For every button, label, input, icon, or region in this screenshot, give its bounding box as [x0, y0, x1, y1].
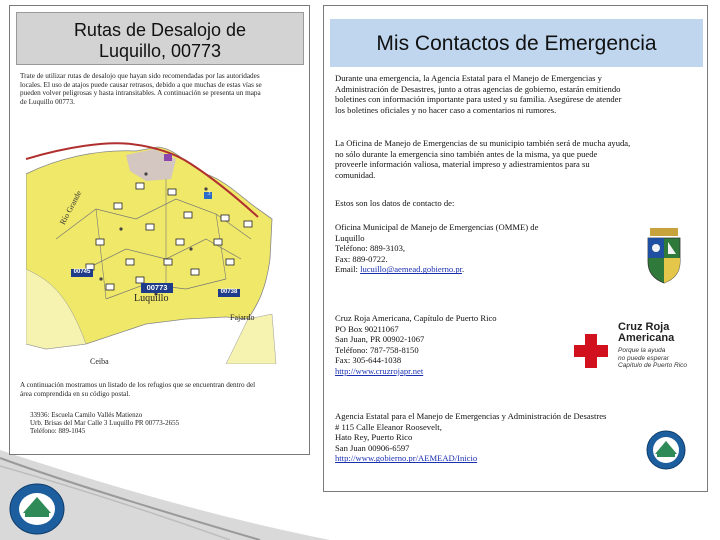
town-label: Luquillo — [134, 293, 169, 304]
tagline-2: no puede esperar — [618, 354, 669, 362]
omme-fax: Fax: 889-0722. — [335, 253, 388, 264]
paragraph-line: comunidad. — [335, 169, 376, 180]
shelter-phone: Teléfono: 889-1045 — [30, 427, 86, 436]
contacts-intro: Estos son los datos de contacto de: — [335, 198, 455, 208]
email-label: Email: — [335, 264, 361, 275]
intro-line: pueden volver peligrosas y hasta intransitables. A continuación se presenta un mapa — [20, 89, 261, 98]
red-cross-contact — [335, 313, 497, 377]
red-cross-website-link[interactable]: http://www.cruzrojapr.net — [335, 365, 424, 376]
zip-label-west: 00745 — [73, 269, 91, 275]
zip-label-east: 00738 — [220, 289, 238, 295]
shelter-entry — [30, 411, 179, 436]
red-cross-tagline — [618, 347, 687, 370]
red-cross-logo-line1: Cruz Roja — [618, 321, 670, 333]
aemead-street: # 115 Calle Eleanor Roosevelt, — [335, 421, 442, 432]
ceiba-label: Ceiba — [90, 357, 109, 366]
intro-line: de Luquillo 00773. — [20, 97, 75, 106]
red-cross-logo — [574, 322, 699, 380]
evacuation-title-line1: Rutas de Desalojo de — [73, 20, 247, 40]
aemead-seal-logo — [646, 430, 686, 470]
omme-phone: Teléfono: 889-3103, — [335, 243, 406, 254]
red-cross-city: San Juan, PR 00902-1067 — [335, 334, 425, 345]
paragraph-line: Administración de Desastres, junto a otras agencias de gobierno, estarán emitiendo — [335, 83, 621, 94]
emergency-contacts-page — [323, 5, 708, 492]
red-cross-logo-line2: Americana — [618, 332, 675, 344]
evacuation-title-box — [16, 12, 304, 65]
municipal-office-paragraph — [335, 138, 697, 180]
map-graphic — [26, 119, 284, 364]
aemead-website-link[interactable]: http://www.gobierno.pr/AEMEAD/Inicio — [335, 453, 478, 464]
omme-name: Oficina Municipal de Manejo de Emergencias (OMME) de — [335, 222, 539, 232]
red-cross-name: Cruz Roja Americana, Capítulo de Puerto Rico — [335, 313, 497, 323]
bulletins-paragraph — [335, 73, 697, 115]
footer-seal-logo — [8, 482, 66, 536]
paragraph-line: los boletines oficiales y no hacer caso a comentarios ni rumores. — [335, 104, 557, 115]
intro-line: Trate de utilizar rutas de desalojo que hayan sido recomendadas por las autoridades — [20, 72, 260, 80]
river-label: Río Grande — [58, 189, 84, 227]
omme-email-link[interactable]: lucuillo@aemead.gobierno.pr — [360, 264, 462, 275]
red-cross-pobox: PO Box 90211067 — [335, 323, 399, 334]
evacuation-intro — [20, 72, 304, 106]
shelter-intro — [20, 381, 304, 398]
zip-label-main: 00773 — [146, 283, 168, 292]
red-cross-icon — [574, 334, 608, 368]
luquillo-coat-of-arms — [644, 228, 684, 284]
shelter-address: Urb. Brisas del Mar Calle 3 Luquillo PR 00773-2655 — [30, 419, 180, 428]
contacts-title: Mis Contactos de Emergencia — [376, 32, 657, 55]
omme-email-line — [335, 264, 538, 275]
road-number: 3 — [207, 191, 211, 197]
email-end: . — [462, 264, 465, 275]
tagline-1: Porque la ayuda — [618, 347, 666, 354]
paragraph-line: proveerle información valiosa, material impreso y adiestramientos para su — [335, 159, 590, 170]
paragraph-line: no sólo durante la emergencia sino también antes de la misma, ya que puede — [335, 148, 598, 159]
contacts-title-box — [330, 19, 703, 67]
evacuation-title-line2: Luquillo, 00773 — [98, 41, 222, 61]
omme-contact — [335, 222, 538, 275]
evacuation-routes-page — [9, 5, 310, 455]
red-cross-phone: Teléfono: 787-758-8150 — [335, 344, 419, 355]
shelter-intro-line: A continuación mostramos un listado de los refugios que se encuentran dentro del — [20, 381, 256, 389]
omme-town: Luquillo — [335, 232, 365, 243]
fajardo-label: Fajardo — [230, 313, 255, 322]
aemead-name: Agencia Estatal para el Manejo de Emergencias y Administración de Desastres — [335, 411, 607, 421]
paragraph-line: boletines con información importante para usted y su familia. Asegúrese de atender — [335, 94, 622, 105]
intro-line: locales. El uso de atajos puede causar retrasos, debido a que muchas de estas vías se — [20, 80, 262, 89]
shelter-name: 33936: Escuela Camilo Vallés Matienzo — [30, 411, 143, 419]
red-cross-fax: Fax: 305-644-1038 — [335, 355, 402, 366]
aemead-zip: San Juan 00906-6597 — [335, 442, 410, 453]
luquillo-map — [26, 119, 284, 364]
shelter-intro-line: área comprendida en su código postal. — [20, 389, 131, 398]
tagline-3: Capítulo de Puerto Rico — [618, 362, 688, 369]
aemead-city: Hato Rey, Puerto Rico — [335, 432, 413, 443]
paragraph-line: La Oficina de Manejo de Emergencias de su municipio también será de mucha ayuda, — [335, 138, 631, 148]
aemead-contact — [335, 411, 606, 464]
paragraph-line: Durante una emergencia, la Agencia Estatal para el Manejo de Emergencias y — [335, 73, 602, 83]
